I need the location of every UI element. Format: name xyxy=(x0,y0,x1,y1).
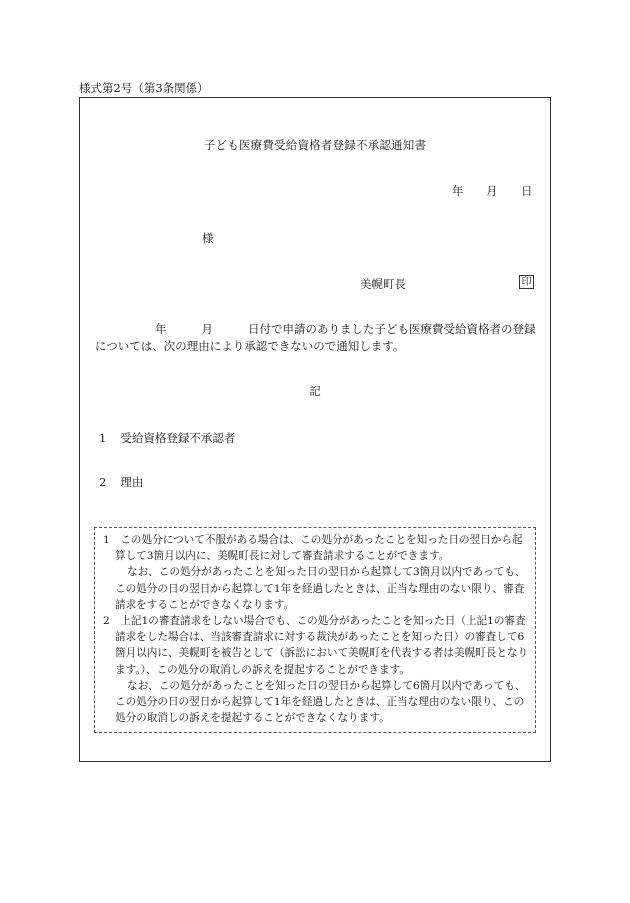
body-line-1-text: 日付で申請のありました子ども医療費受給資格者の登録 xyxy=(248,322,536,336)
form-number-label: 様式第2号（第3条関係） xyxy=(79,81,209,95)
item-2-number: 2 xyxy=(99,475,107,489)
ki-heading: 記 xyxy=(309,384,321,398)
item-2-label: 理由 xyxy=(120,475,144,489)
body-year: 年 xyxy=(155,322,167,336)
date-month-label: 月 xyxy=(486,184,498,198)
notification-body xyxy=(95,321,535,355)
notice-paragraph-2: なお、この処分があったことを知った日の翌日から起算して3箇月以内であっても、この処分の日の翌日から起算して1年を経過したときは、正当な理由のない限り、審査請求をすることができなくなります。 xyxy=(115,566,526,611)
issuer-name: 美幌町長 xyxy=(360,277,406,291)
document-title: 子ども医療費受給資格者登録不承認通知書 xyxy=(203,138,427,152)
appeal-notice-box xyxy=(94,527,536,733)
addressee-suffix: 様 xyxy=(202,231,214,245)
body-line-1 xyxy=(95,321,535,338)
notice-paragraph-1: 1 この処分について不服がある場合は、この処分があったことを知った日の翌日から起算して3箇月以内に、美幌町長に対して審査請求することができます。 xyxy=(103,534,523,563)
item-1-label: 受給資格登録不承認者 xyxy=(120,431,236,445)
date-year-label: 年 xyxy=(452,184,464,198)
notice-paragraph-3: 2 上記1の審査請求をしない場合でも、この処分があったことを知った日（上記1の審査請求をした場合は、当該審査請求に対する裁決があったことを知った日）の審査して6箇月以内に、美幌町を被告として（訴訟において美幌町を代表する者は美幌町長となります。）、この処分の取消しの訴えを提起することができます。 xyxy=(103,615,529,676)
item-1 xyxy=(99,430,235,446)
item-1-number: 1 xyxy=(99,431,107,445)
date-day-label: 日 xyxy=(521,184,533,198)
body-month: 月 xyxy=(201,322,213,336)
item-2 xyxy=(99,474,143,490)
body-line-2: については、次の理由により承認できないので通知します。 xyxy=(95,339,405,353)
notice-paragraph-4: なお、この処分があったことを知った日の翌日から起算して6箇月以内であっても、この処分の日の翌日から起算して1年を経過したときは、正当な理由のない限り、この処分の取消しの訴えを提起することができなくなります。 xyxy=(115,679,526,725)
seal-mark: 印 xyxy=(519,275,534,289)
